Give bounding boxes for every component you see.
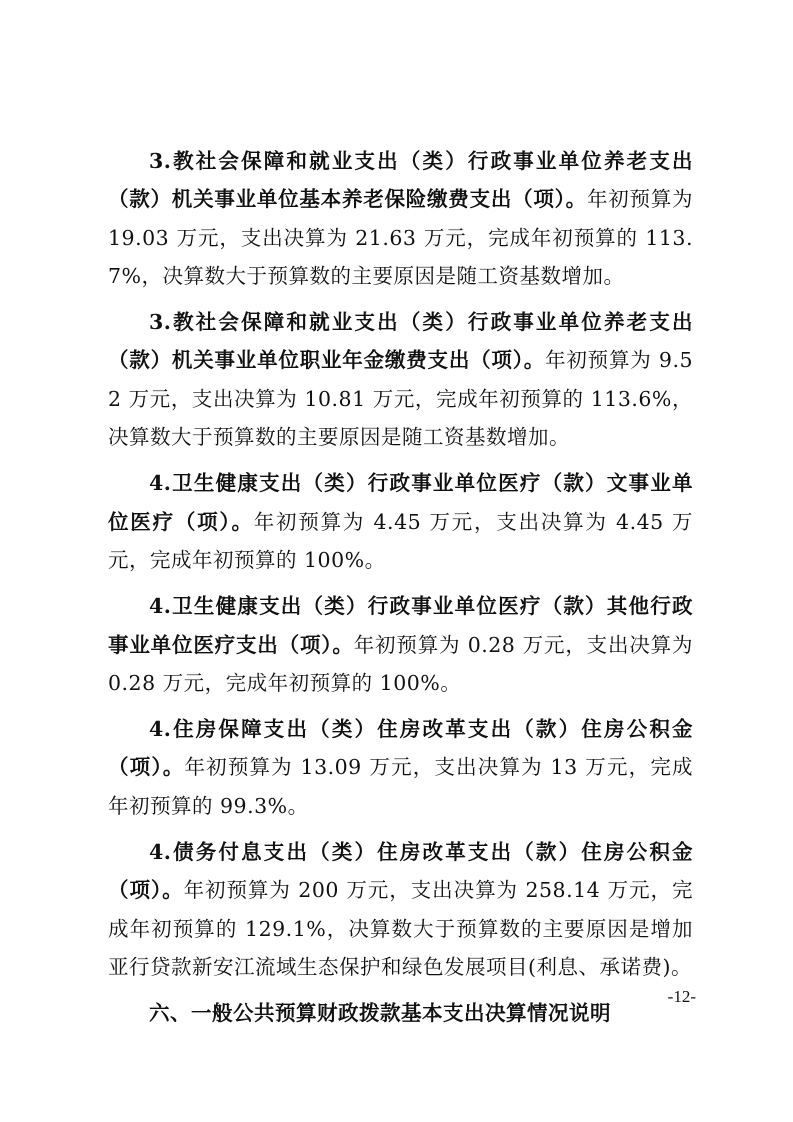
- item-title: 4.卫生健康支出（类）行政事业单位医疗（款）其他行政事业单位医疗支出（项）。: [108, 594, 693, 657]
- item-description: 年初预算为 4.45 万元，支出决算为 4.45 万元，完成年初预算的 100%。: [108, 509, 694, 572]
- page-number: -12-: [667, 987, 696, 1006]
- item-title: 3.教社会保障和就业支出（类）行政事业单位养老支出（款）机关事业单位职业年金缴费支出（项）。: [108, 310, 693, 373]
- item-description: 年初预算为 0.28 万元，支出决算为 0.28 万元，完成年初预算的 100%。: [108, 632, 693, 695]
- paragraph-pension-insurance: [108, 142, 693, 295]
- item-title: 4.债务付息支出（类）住房改革支出（款）住房公积金（项）。: [108, 840, 693, 903]
- document-body: [108, 142, 693, 1033]
- paragraph-occupational-annuity: [108, 303, 693, 456]
- section-heading: 六、一般公共预算财政拨款基本支出决算情况说明: [149, 1001, 611, 1026]
- item-description: 年初预算为 200 万元，支出决算为 258.14 万元，完成年初预算的 129.1%，决算数大于预算数的主要原因是增加亚行贷款新安江流域生态保护和绿色发展项目(利息、承诺费)。: [108, 878, 693, 979]
- paragraph-medical-other: [108, 587, 693, 702]
- item-title: 4.住房保障支出（类）住房改革支出（款）住房公积金（项）。: [108, 717, 693, 780]
- item-description: 年初预算为 19.03 万元，支出决算为 21.63 万元，完成年初预算的 113.7%，决算数大于预算数的主要原因是随工资基数增加。: [108, 187, 694, 288]
- item-description: 年初预算为 9.52 万元，支出决算为 10.81 万元，完成年初预算的 113.6%，决算数大于预算数的主要原因是随工资基数增加。: [108, 348, 694, 450]
- item-description: 年初预算为 13.09 万元，支出决算为 13 万元，完成年初预算的 99.3%。: [108, 755, 694, 818]
- paragraph-housing-fund: [108, 710, 693, 825]
- item-title: 3.教社会保障和就业支出（类）行政事业单位养老支出（款）机关事业单位基本养老保险缴费支出（项）。: [108, 149, 693, 212]
- paragraph-debt-interest: [108, 833, 693, 986]
- item-title: 4.卫生健康支出（类）行政事业单位医疗（款）文事业单位医疗（项）。: [108, 471, 693, 534]
- paragraph-medical-public-institution: [108, 464, 693, 579]
